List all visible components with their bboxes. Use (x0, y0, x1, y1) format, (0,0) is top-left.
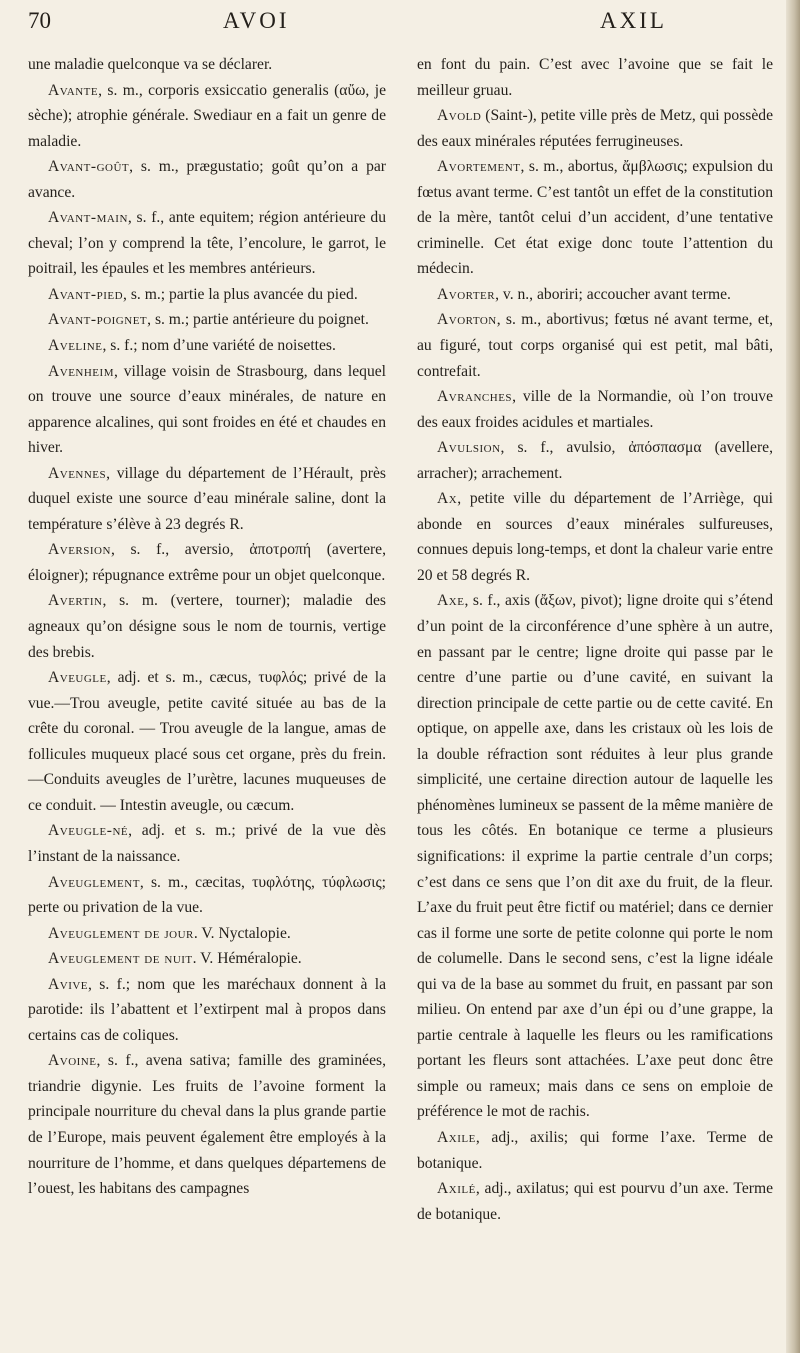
entry-headword: Avoine (48, 1052, 97, 1070)
entry-definition: , s. m., cæcitas, τυφλότης, τύφλωσις; perte ou privation de la vue. (28, 873, 386, 917)
entry-headword: Axe (437, 592, 465, 610)
dictionary-entry (417, 435, 773, 486)
entry-headword: Avold (437, 107, 482, 125)
entry-headword: Avante (48, 81, 99, 99)
entry-definition: , ville de la Normandie, où l’on trouve des eaux froides acidules et martiales. (417, 388, 773, 431)
dictionary-entry (417, 103, 773, 154)
entry-definition: , adj. et s. m.; privé de la vue dès l’instant de la naissance. (28, 822, 386, 865)
entry-headword: Aveugle (48, 669, 107, 687)
page-header (28, 8, 778, 48)
dictionary-entry (417, 52, 773, 103)
page-number: 70 (28, 8, 51, 33)
dictionary-entry (28, 78, 386, 155)
left-column (28, 52, 386, 1202)
entry-definition: une maladie quelconque va se déclarer. (28, 56, 273, 73)
dictionary-entry (28, 870, 386, 921)
dictionary-entry (417, 588, 773, 1124)
entry-definition: , s. f., avulsio, ἀπόσπασμα (avellere, arracher); arrachement. (417, 439, 773, 482)
page-edge (786, 0, 800, 1353)
entry-definition: , s. f., avena sativa; famille des graminées, triandrie digynie. Les fruits de l’avoine forment la principale nourriture du cheval dans la plus grande partie de l’Europe, mais peuvent également être employés à la nourriture de l’homme, et dans quelques départemens de l’ouest, les habitans des campagnes (28, 1052, 386, 1198)
entry-definition: , s. f., aversio, ἀποτροπή (avertere, éloigner); répugnance extrême pour un objet quelconque. (28, 541, 386, 584)
entry-headword: Aveuglement de jour (48, 924, 194, 942)
dictionary-entry (28, 307, 386, 333)
entry-headword: Axile (437, 1128, 476, 1146)
entry-definition: , s. m.; partie la plus avancée du pied. (123, 285, 358, 303)
entry-definition: , adj., axilis; qui forme l’axe. Terme de botanique. (417, 1128, 773, 1172)
entry-definition: , s. m., abortivus; fœtus né avant terme, et, au figuré, tout corps organisé qui est petit, mal bâti, contrefait. (417, 311, 773, 380)
dictionary-entry (28, 946, 386, 972)
dictionary-entry (417, 154, 773, 282)
entry-headword: Avranches (437, 388, 513, 406)
entry-definition: , v. n., aboriri; accoucher avant terme. (495, 285, 731, 303)
entry-definition: , village du département de l’Hérault, près duquel existe une source d’eau minérale saline, dont la température s’élève à 23 degrés R. (28, 464, 386, 533)
entry-definition: , s. f.; nom d’une variété de noisettes. (102, 337, 336, 355)
entry-definition: , adj., axilatus; qui est pourvu d’un axe. Terme de botanique. (417, 1180, 773, 1223)
dictionary-entry (28, 921, 386, 947)
dictionary-entry (417, 486, 773, 588)
entry-headword: Axilé (437, 1180, 476, 1198)
dictionary-entry (417, 282, 773, 308)
entry-headword: Aveugle-né (48, 822, 129, 840)
dictionary-entry (28, 665, 386, 818)
entry-definition: , s. m.; partie antérieure du poignet. (147, 311, 369, 329)
entry-headword: Avant-goût (48, 158, 130, 176)
entry-headword: Avennes (48, 464, 107, 482)
entry-definition: , village voisin de Strasbourg, dans lequel on trouve une source d’eaux minérales, de nature en apparence alcalines, qui sont froides en été et chaudes en hiver. (28, 362, 386, 457)
dictionary-entry (28, 537, 386, 588)
dictionary-entry (28, 154, 386, 205)
dictionary-entry (417, 1176, 773, 1227)
dictionary-entry (28, 52, 386, 78)
dictionary-entry (28, 282, 386, 308)
entry-definition: , s. f.; nom que les maréchaux donnent à la parotide: ils l’abattent et l’extirpent mal à propos dans certains cas de coliques. (28, 975, 386, 1044)
dictionary-entry (28, 333, 386, 359)
entry-headword: Avulsion (437, 439, 501, 457)
entry-headword: Avorton (437, 311, 497, 329)
entry-definition: , s. f., axis (ἄξων, pivot); ligne droite qui s’étend d’un point de la circonférence d’une sphère à un autre, en passant par le centre; ligne droite qui passe par le centre d’une partie ou d’une cavité, en suivant la direction principale de cette partie ou de cette cavité. En optique, on appelle axe, dans les cristaux où les lois de la double réfraction sont réduites à leur plus grande simplicité, une certaine direction autour de laquelle les phénomènes lumineux se passent de la même manière de tous les côtés. En botanique ce terme a plusieurs significations: il exprime la partie centrale d’un corps; c’est dans ce sens que l’on dit axe du fruit, de la fleur. L’axe du fruit peut être fictif ou matériel; dans ce dernier cas il forme une sorte de petite colonne qui porte le nom de columelle. Dans le second sens, c’est la ligne idéale qui va de la base au sommet du fruit, en passant par son milieu. On entend par axe d’un épi ou d’une grappe, la partie centrale à laquelle les fleurs ou les ramifications portant les fleurs sont attachées. L’axe peut donc être simple ou rameux; mais dans ce sens on emploie de préférence le mot de rachis. (417, 592, 773, 1121)
entry-definition: . V. Nyctalopie. (193, 924, 291, 942)
entry-headword: Aveuglement (48, 873, 140, 891)
entry-headword: Avenheim (48, 362, 114, 380)
entry-headword: Avant-main (48, 209, 128, 227)
entry-headword: Aveline (48, 337, 103, 355)
entry-headword: Avant-pied (48, 285, 124, 303)
dictionary-entry (28, 461, 386, 538)
entry-headword: Avant-poignet (48, 311, 148, 329)
entry-definition: , s. f., ante equitem; région antérieure du cheval; l’on y comprend la tête, l’encolure, le garrot, le poitrail, les épaules et les membres antérieurs. (28, 209, 386, 278)
dictionary-entry (28, 1048, 386, 1201)
entry-headword: Aveuglement de nuit (48, 950, 193, 968)
entry-headword: Avertin (48, 592, 103, 610)
running-head-right: AXIL (600, 8, 667, 33)
entry-definition: , s. m. (vertere, tourner); maladie des agneaux qu’on désigne sous le nom de tournis, vertige des brebis. (28, 592, 386, 661)
entry-headword: Ax (437, 490, 458, 508)
dictionary-entry (28, 205, 386, 282)
dictionary-entry (417, 307, 773, 384)
entry-headword: Aversion (48, 541, 111, 559)
right-column (417, 52, 773, 1227)
dictionary-entry (28, 972, 386, 1049)
entry-headword: Avorter (437, 285, 496, 303)
entry-definition: , s. m., prægustatio; goût qu’on a par avance. (28, 158, 386, 201)
dictionary-entry (28, 818, 386, 869)
entry-definition: (Saint-), petite ville près de Metz, qui possède des eaux minérales réputées ferrugineuses. (417, 107, 773, 150)
running-head-left: AVOI (223, 8, 290, 33)
entry-definition: , adj. et s. m., cæcus, τυφλός; privé de la vue.—Trou aveugle, petite cavité située au bas de la crête du coronal. — Trou aveugle de la langue, amas de follicules muqueux placé sous cet organe, près du frein.—Conduits aveugles de l’urètre, lacunes muqueuses de ce conduit. — Intestin aveugle, ou cæcum. (28, 669, 386, 814)
dictionary-entry (28, 588, 386, 665)
entry-headword: Avive (48, 975, 89, 993)
dictionary-entry (417, 1125, 773, 1176)
entry-headword: Avortement (437, 158, 521, 176)
entry-definition: . V. Héméralopie. (192, 950, 302, 968)
dictionary-entry (417, 384, 773, 435)
entry-definition: , s. m., corporis exsiccatio generalis (αὔω, je sèche); atrophie générale. Swediaur en a fait un genre de maladie. (28, 81, 386, 150)
entry-definition: , petite ville du département de l’Arriège, qui abonde en sources d’eaux minérales sulfureuses, connues depuis long-temps, et dont la chaleur varie entre 20 et 58 degrés R. (417, 490, 773, 584)
dictionary-entry (28, 359, 386, 461)
entry-definition: , s. m., abortus, ἄμβλωσις; expulsion du fœtus avant terme. C’est tantôt un effet de la constitution de la mère, tantôt celui d’un accident, d’une tentative criminelle. Cet état exige donc toute l’attention du médecin. (417, 158, 773, 278)
entry-definition: en font du pain. C’est avec l’avoine que se fait le meilleur gruau. (417, 56, 773, 99)
